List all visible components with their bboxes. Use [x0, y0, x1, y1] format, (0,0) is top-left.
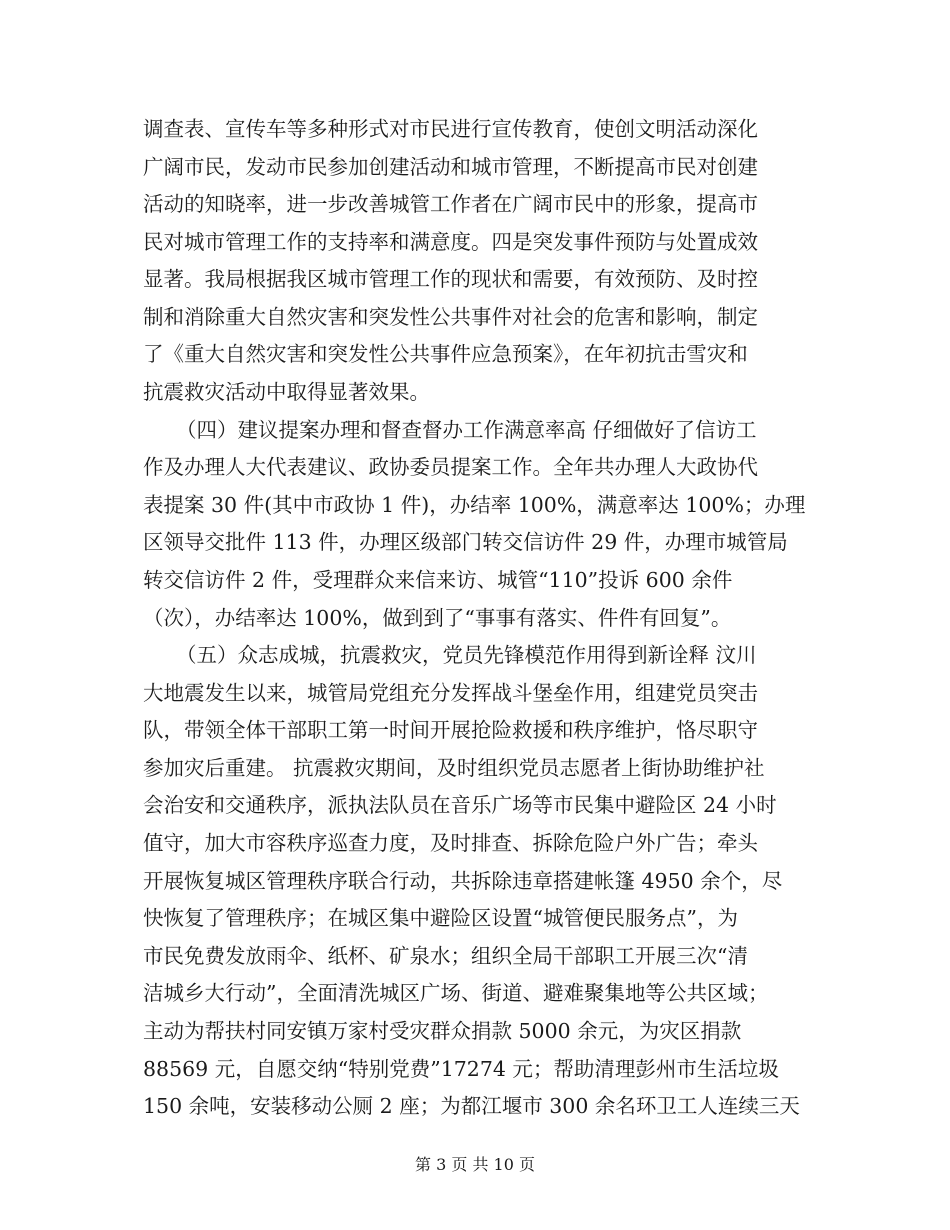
- text-line: 民对城市管理工作的支持率和满意度。四是突发事件预防与处置成效: [143, 229, 758, 254]
- text-line: 区领导交批件 113 件，办理区级部门转交信访件 29 件，办理市城管局: [143, 530, 788, 555]
- text-line: 广阔市民，发动市民参加创建活动和城市管理，不断提高市民对创建: [143, 154, 758, 179]
- text-line: 会治安和交通秩序，派执法队员在音乐广场等市民集中避险区 24 小时: [143, 793, 777, 818]
- text-line: 表提案 30 件(其中市政协 1 件)，办结率 100%，满意率达 100%；办理: [143, 492, 806, 517]
- text-line: 制和消除重大自然灾害和突发性公共事件对社会的危害和影响，制定: [143, 304, 758, 329]
- text-line: 开展恢复城区管理秩序联合行动，共拆除违章搭建帐篷 4950 余个，尽: [143, 868, 783, 893]
- text-line: 快恢复了管理秩序；在城区集中避险区设置“城管便民服务点”，为: [143, 906, 738, 931]
- text-line: （四）建议提案办理和督查督办工作满意率高 仔细做好了信访工: [176, 417, 757, 442]
- text-line: 队，带领全体干部职工第一时间开展抢险救援和秩序维护，恪尽职守: [143, 718, 758, 743]
- text-line: 了《重大自然灾害和突发性公共事件应急预案》，在年初抗击雪灾和: [143, 342, 748, 367]
- text-line: 作及办理人大代表建议、政协委员提案工作。全年共办理人大政协代: [143, 455, 758, 480]
- text-line: 参加灾后重建。 抗震救灾期间，及时组织党员志愿者上街协助维护社: [143, 755, 765, 780]
- text-line: 抗震救灾活动中取得显著效果。: [143, 380, 430, 405]
- text-line: 88569 元，自愿交纳“特别党费”17274 元；帮助清理彭州市生活垃圾: [143, 1056, 779, 1081]
- text-line: 值守，加大市容秩序巡查力度，及时排查、拆除危险户外广告；牵头: [143, 831, 758, 856]
- page-footer: 第 3 页 共 10 页: [415, 1155, 535, 1174]
- text-line: 转交信访件 2 件，受理群众来信来访、城管“110”投诉 600 余件: [143, 567, 733, 592]
- text-line: 150 余吨，安装移动公厕 2 座；为都江堰市 300 余名环卫工人连续三天: [143, 1094, 800, 1119]
- text-line: （次），办结率达 100%，做到到了“事事有落实、件件有回复”。: [143, 605, 732, 630]
- text-line: 大地震发生以来，城管局党组充分发挥战斗堡垒作用，组建党员突击: [143, 680, 758, 705]
- text-line: 显著。我局根据我区城市管理工作的现状和需要，有效预防、及时控: [143, 267, 758, 292]
- text-line: 市民免费发放雨伞、纸杯、矿泉水；组织全局干部职工开展三次“清: [143, 943, 748, 968]
- text-line: 调查表、宣传车等多种形式对市民进行宣传教育，使创文明活动深化: [143, 117, 758, 141]
- text-line: 主动为帮扶村同安镇万家村受灾群众捐款 5000 余元，为灾区捐款: [143, 1018, 742, 1043]
- text-line: （五）众志成城，抗震救灾，党员先锋模范作用得到新诠释 汶川: [176, 643, 757, 668]
- text-line: 活动的知晓率，进一步改善城管工作者在广阔市民中的形象，提高市: [143, 192, 758, 217]
- text-line: 洁城乡大行动”，全面清洗城区广场、街道、避难聚集地等公共区域；: [143, 981, 769, 1006]
